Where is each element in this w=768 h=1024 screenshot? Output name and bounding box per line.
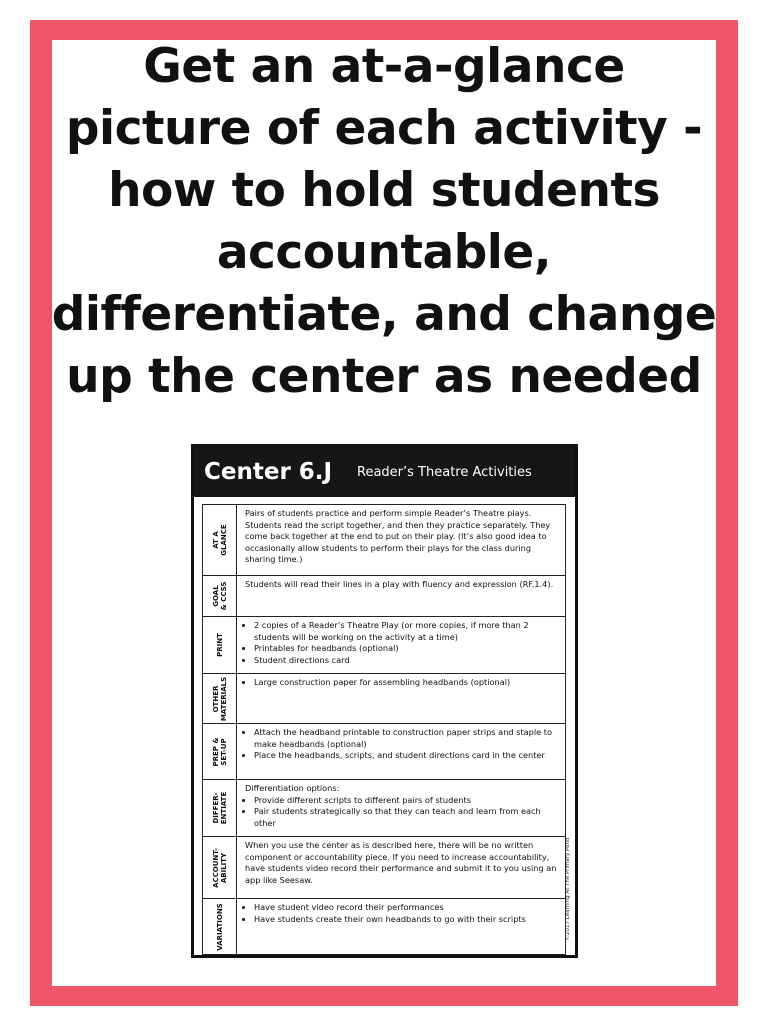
card-rows xyxy=(202,504,566,954)
row-label-line: ABILITY xyxy=(219,852,228,883)
row-intro: Differentiation options: xyxy=(245,783,340,793)
headline-line: picture of each activity - xyxy=(65,101,703,156)
row-label xyxy=(203,617,237,673)
row-label-line: SET-UP xyxy=(219,737,228,766)
row-accountability xyxy=(202,836,566,899)
row-bullets xyxy=(245,727,560,762)
row-body xyxy=(237,617,565,669)
row-variations xyxy=(202,898,566,955)
row-label xyxy=(203,837,237,898)
row-label-line: GOAL xyxy=(211,585,220,607)
row-prep-setup xyxy=(202,723,566,780)
row-body xyxy=(237,674,565,692)
row-label-line: AT A xyxy=(211,531,220,549)
row-label xyxy=(203,505,237,575)
row-body xyxy=(237,837,565,889)
row-label-line: & CCSS xyxy=(219,581,228,611)
row-at-a-glance xyxy=(202,504,566,576)
bullet-item: • Provide different scripts to different pairs of students xyxy=(254,795,560,807)
row-label xyxy=(203,780,237,836)
bullet-item: • Have student video record their performances xyxy=(254,902,560,914)
copyright-notice xyxy=(563,829,573,949)
row-bullets xyxy=(245,620,560,666)
bullet-item: • Printables for headbands (optional) xyxy=(254,643,560,655)
bullet-item: • Place the headbands, scripts, and student directions card in the center xyxy=(254,750,560,762)
center-card xyxy=(191,444,578,958)
card-header xyxy=(194,447,575,497)
copyright-text: ©2017 Learning At The Primary Pond xyxy=(565,837,571,941)
row-label xyxy=(203,576,237,616)
row-label xyxy=(203,674,237,723)
row-label-line: VARIATIONS xyxy=(215,902,224,951)
row-label-line: ACCOUNT- xyxy=(211,847,220,888)
row-label-line: ENTIATE xyxy=(219,791,228,825)
bullet-item: • Attach the headband printable to construction paper strips and staple to make headbands (optional) xyxy=(254,727,560,750)
row-text: When you use the center as is described here, there will be no written component or accountability piece. If you need to increase accountability, have students video record their performance and submit it to you using an app like Seesaw. xyxy=(245,840,557,885)
row-label xyxy=(203,899,237,954)
headline-line: Get an at-a-glance xyxy=(143,39,625,94)
row-label-line: DIFFER- xyxy=(211,792,220,824)
row-bullets xyxy=(245,902,560,925)
bullet-item: • 2 copies of a Reader’s Theatre Play (or more copies, if more than 2 students will be working on the activity at a time) xyxy=(254,620,560,643)
headline-line: differentiate, and change xyxy=(51,287,717,342)
row-label-line: MATERIALS xyxy=(219,676,228,721)
headline-line: accountable, xyxy=(216,225,552,280)
card-title: Center 6.J xyxy=(204,459,333,485)
card-subtitle: Reader’s Theatre Activities xyxy=(357,465,532,480)
row-body xyxy=(237,576,565,594)
row-label-line: PREP & xyxy=(211,737,220,766)
row-label-line: GLANCE xyxy=(219,524,228,556)
bullet-item: • Have students create their own headbands to go with their scripts xyxy=(254,914,560,926)
row-body xyxy=(237,899,565,928)
row-print xyxy=(202,616,566,674)
row-bullets xyxy=(245,795,560,830)
bullet-item: • Student directions card xyxy=(254,655,560,667)
row-label-line: OTHER xyxy=(211,685,220,712)
bullet-item: • Large construction paper for assembling headbands (optional) xyxy=(254,677,560,689)
bullet-item: • Pair students strategically so that they can teach and learn from each other xyxy=(254,806,560,829)
row-body xyxy=(237,780,565,832)
row-text: Pairs of students practice and perform simple Reader’s Theatre plays. Students read the script together, and then they practice separately. They come back together at the end to put on their play. (It’s also good idea to occasionally allow students to perform their plays for the class during sharing time.) xyxy=(245,508,551,564)
row-differentiate xyxy=(202,779,566,837)
row-other-materials xyxy=(202,673,566,724)
row-bullets xyxy=(245,677,560,689)
headline xyxy=(0,36,768,408)
row-goal-ccss xyxy=(202,575,566,617)
headline-line: up the center as needed xyxy=(66,349,702,404)
headline-line: how to hold students xyxy=(108,163,660,218)
row-label xyxy=(203,724,237,779)
row-body xyxy=(237,505,565,569)
row-text: Students will read their lines in a play with fluency and expression (RF.1.4). xyxy=(245,579,554,589)
row-body xyxy=(237,724,565,765)
row-label-line: PRINT xyxy=(215,633,224,657)
